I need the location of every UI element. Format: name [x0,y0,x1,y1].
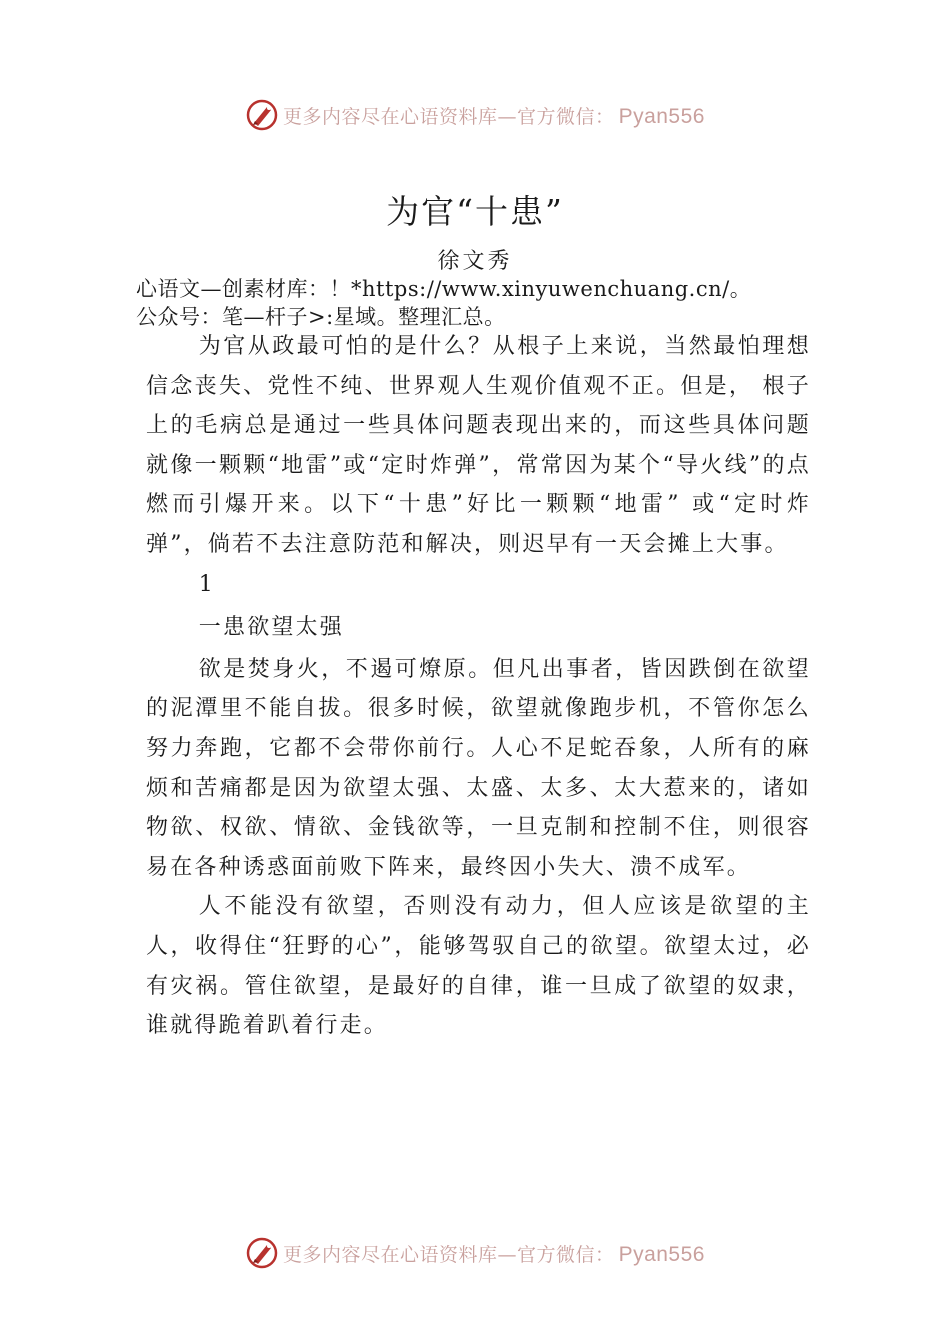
body-paragraph-2: 人不能没有欲望，否则没有动力，但人应该是欲望的主人，收得住“狂野的心”，能够驾驭自己的欲望。欲望太过，必有灾祸。管住欲望，是最好的自律，谁一旦成了欲望的奴隶，谁就得跪着趴着行走。 [146,894,811,1039]
body-paragraph-1: 欲是焚身火，不遏可燎原。但凡出事者，皆因跌倒在欲望的泥潭里不能自拔。很多时候，欲望就像跑步机，不管你怎么努力奔跑，它都不会带你前行。人心不足蛇吞象，人所有的麻烦和苦痛都是因为欲望太强、太盛、太多、太大惹来的，诸如物欲、权欲、情欲、金钱欲等，一旦克制和控制不住，则很容易在各种诱惑面前败下阵来，最终因小失大、溃不成军。 [146,656,811,880]
footer-brand-text: 更多内容尽在心语资料库— [283,1243,518,1266]
header-banner-text [283,102,705,129]
footer-wechat-label: 官方微信： [517,1243,615,1266]
pen-seal-logo-icon [245,1236,279,1270]
article-title: 为官“十患” [386,192,564,231]
article-author: 徐文秀 [437,249,513,274]
footer-wechat-id: Pyan556 [618,1242,705,1266]
footer-banner [0,1233,950,1273]
header-wechat-id: Pyan556 [618,104,705,128]
header-banner [0,95,950,135]
section-heading: 一患欲望太强 [198,615,344,641]
intro-paragraph: 为官从政最可怕的是什么？从根子上来说，当然最怕理想信念丧失、党性不纯、世界观人生观价值观不正。但是， 根子上的毛病总是通过一些具体问题表现出来的，而这些具体问题就像一颗颗“地雷”或“定时炸弹”，常常因为某个“导火线”的点燃而引爆开来。以下“十患”好比一颗颗“地雷” 或“定时炸弹”，倘若不去注意防范和解决，则迟早有一天会摊上大事。 [146,334,811,557]
header-brand-text: 更多内容尽在心语资料库— [283,105,518,128]
section-number: 1 [198,571,215,597]
source-line-2: 公众号：笔—杆子>:星域。整理汇总。 [136,305,506,329]
pen-seal-logo-icon [245,98,279,132]
footer-banner-text [283,1240,705,1267]
header-wechat-label: 官方微信： [517,105,615,128]
source-line-1: 心语文—创素材库：！*https://www.xinyuwenchuang.cn/。 [136,277,752,301]
article-body [146,327,811,1046]
